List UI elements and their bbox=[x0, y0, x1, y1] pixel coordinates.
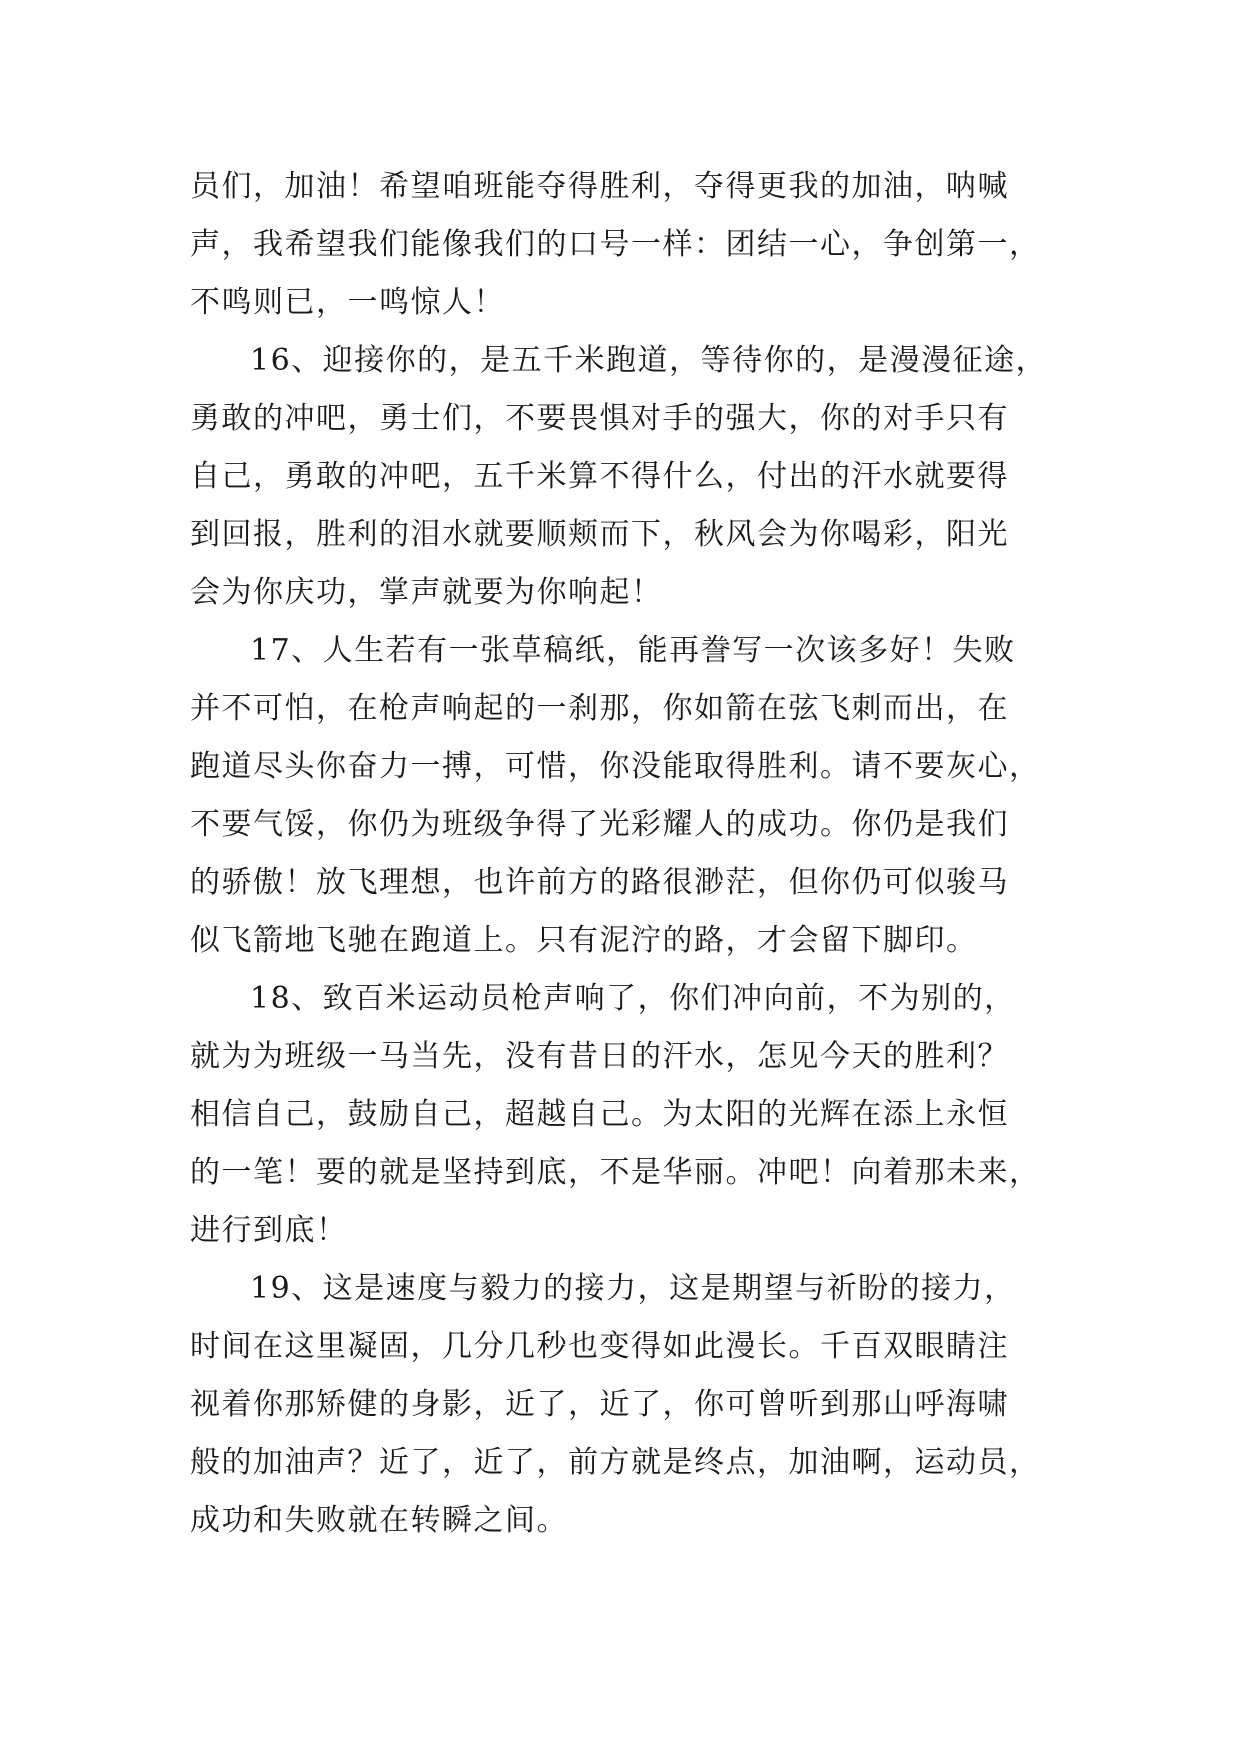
text-line: 的一笔！要的就是坚持到底，不是华丽。冲吧！向着那未来， bbox=[190, 1155, 1041, 1190]
text-line: 相信自己，鼓励自己，超越自己。为太阳的光辉在添上永恒 bbox=[190, 1097, 1009, 1132]
text-line: 并不可怕，在枪声响起的一刹那，你如箭在弦飞刺而出，在 bbox=[190, 691, 1009, 726]
text-line: 视着你那矫健的身影，近了，近了，你可曾听到那山呼海啸 bbox=[190, 1387, 1009, 1422]
text-line: 时间在这里凝固，几分几秒也变得如此漫长。千百双眼睛注 bbox=[190, 1329, 1009, 1364]
text-line: 进行到底！ bbox=[190, 1213, 348, 1248]
text-line: 跑道尽头你奋力一搏，可惜，你没能取得胜利。请不要灰心， bbox=[190, 749, 1041, 784]
text-line: 不要气馁，你仍为班级争得了光彩耀人的成功。你仍是我们 bbox=[190, 807, 1009, 842]
paragraph-18 bbox=[190, 970, 1070, 1260]
text-line: 似飞箭地飞驰在跑道上。只有泥泞的路，才会留下脚印。 bbox=[190, 923, 978, 958]
text-line: 19、这是速度与毅力的接力，这是期望与祈盼的接力， bbox=[250, 1271, 1016, 1306]
text-line: 就为为班级一马当先，没有昔日的汗水，怎见今天的胜利？ bbox=[190, 1039, 1009, 1074]
text-line: 成功和失败就在转瞬之间。 bbox=[190, 1503, 568, 1538]
paragraph-16 bbox=[190, 332, 1070, 622]
paragraph-continued bbox=[190, 158, 1070, 332]
text-line: 不鸣则已，一鸣惊人！ bbox=[190, 285, 505, 320]
paragraph-17 bbox=[190, 622, 1070, 970]
paragraph-19 bbox=[190, 1260, 1070, 1550]
text-line: 般的加油声？近了，近了，前方就是终点，加油啊，运动员， bbox=[190, 1445, 1041, 1480]
text-line: 17、人生若有一张草稿纸，能再誊写一次该多好！失败 bbox=[250, 633, 1016, 668]
text-line: 勇敢的冲吧，勇士们，不要畏惧对手的强大，你的对手只有 bbox=[190, 401, 1009, 436]
text-line: 16、迎接你的，是五千米跑道，等待你的，是漫漫征途， bbox=[250, 343, 1048, 378]
text-line: 自己，勇敢的冲吧，五千米算不得什么，付出的汗水就要得 bbox=[190, 459, 1009, 494]
text-line: 声，我希望我们能像我们的口号一样：团结一心，争创第一， bbox=[190, 227, 1041, 262]
text-line: 会为你庆功，掌声就要为你响起！ bbox=[190, 575, 663, 610]
text-line: 到回报，胜利的泪水就要顺颊而下，秋风会为你喝彩，阳光 bbox=[190, 517, 1009, 552]
text-line: 的骄傲！放飞理想，也许前方的路很渺茫，但你仍可似骏马 bbox=[190, 865, 1009, 900]
text-line: 18、致百米运动员枪声响了，你们冲向前，不为别的， bbox=[250, 981, 1016, 1016]
text-line: 员们，加油！希望咱班能夺得胜利，夺得更我的加油，呐喊 bbox=[190, 169, 1009, 204]
document-body bbox=[190, 158, 1070, 1550]
